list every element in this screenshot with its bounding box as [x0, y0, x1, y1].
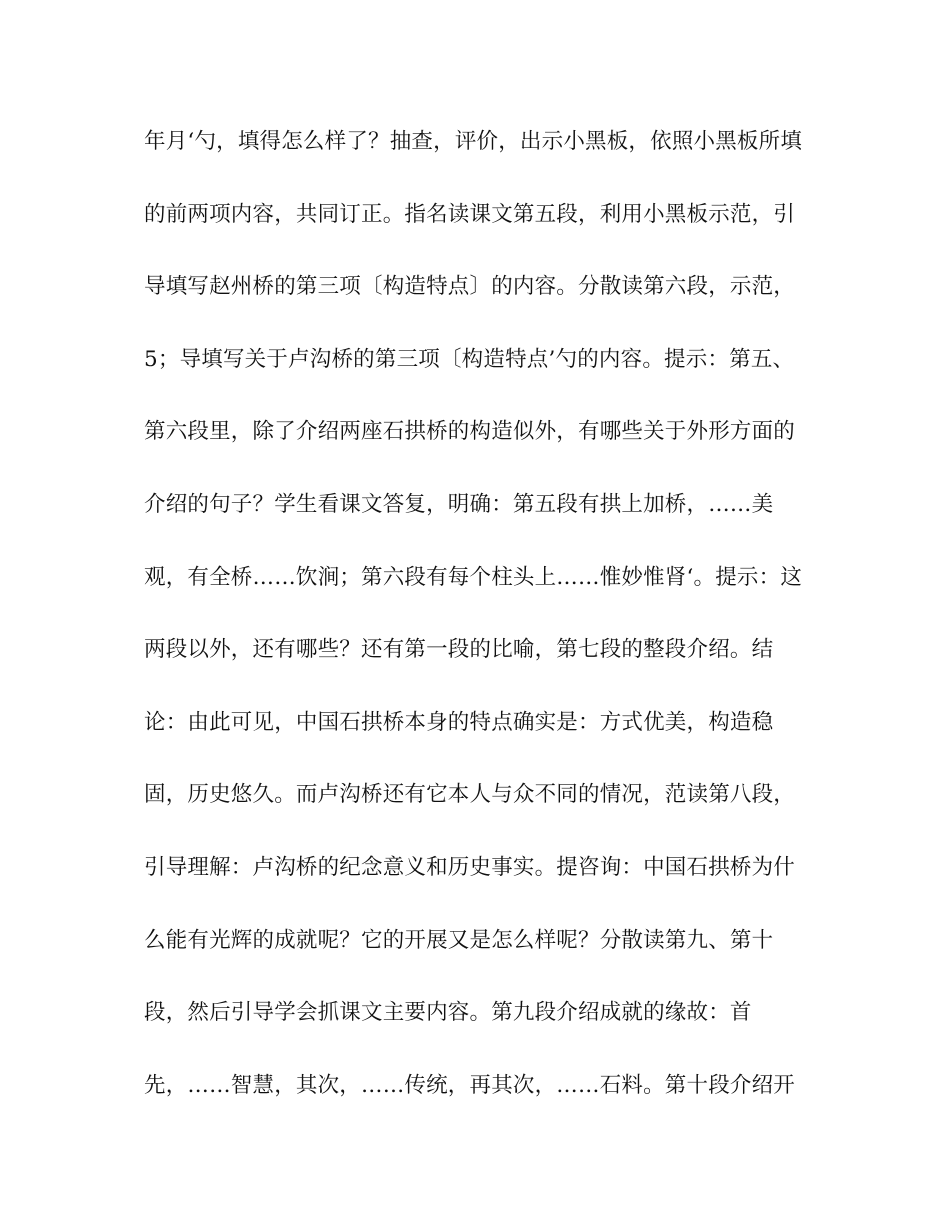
text-line: 固，历史悠久。而卢沟桥还有它本人与众不同的情况，范读第八段， — [144, 782, 796, 808]
text-line: 的前两项内容，共同订正。指名读课文第五段，利用小黑板示范，引 — [144, 201, 796, 227]
text-line: 第六段里，除了介绍两座石拱桥的构造似外，有哪些关于外形方面的 — [144, 419, 796, 445]
text-line: 段，然后引导学会抓课文主要内容。第九段介绍成就的缘故：首 — [144, 1000, 752, 1026]
text-line: 介绍的句子？学生看课文答复，明确：第五段有拱上加桥，……美 — [144, 491, 774, 517]
text-line: 5；导填写关于卢沟桥的第三项〔构造特点’勺的内容。提示：第五、 — [144, 346, 795, 372]
text-line: 么能有光辉的成就呢？它的开展又是怎么样呢？分散读第九、第十 — [144, 927, 774, 953]
text-line: 两段以外，还有哪些？还有第一段的比喻，第七段的整段介绍。结 — [144, 637, 774, 663]
text-line: 引导理解：卢沟桥的纪念意义和历史事实。提咨询：中国石拱桥为什 — [144, 854, 796, 880]
text-line: 论：由此可见，中国石拱桥本身的特点确实是：方式优美，构造稳 — [144, 709, 774, 735]
body-text — [144, 124, 814, 1140]
text-line: 年月‘勺，填得怎么样了？抽查，评价，出示小黑板，依照小黑板所填 — [144, 129, 803, 154]
text-line: 先，……智慧，其次，……传统，再其次，……石料。第十段介绍开 — [144, 1072, 796, 1098]
text-line: 观，有全桥……饮涧；第六段有每个柱头上……惟妙惟肾‘。提示：这 — [144, 564, 803, 590]
text-line: 导填写赵州桥的第三项〔构造特点〕的内容。分散读第六段，示范， — [144, 274, 796, 300]
